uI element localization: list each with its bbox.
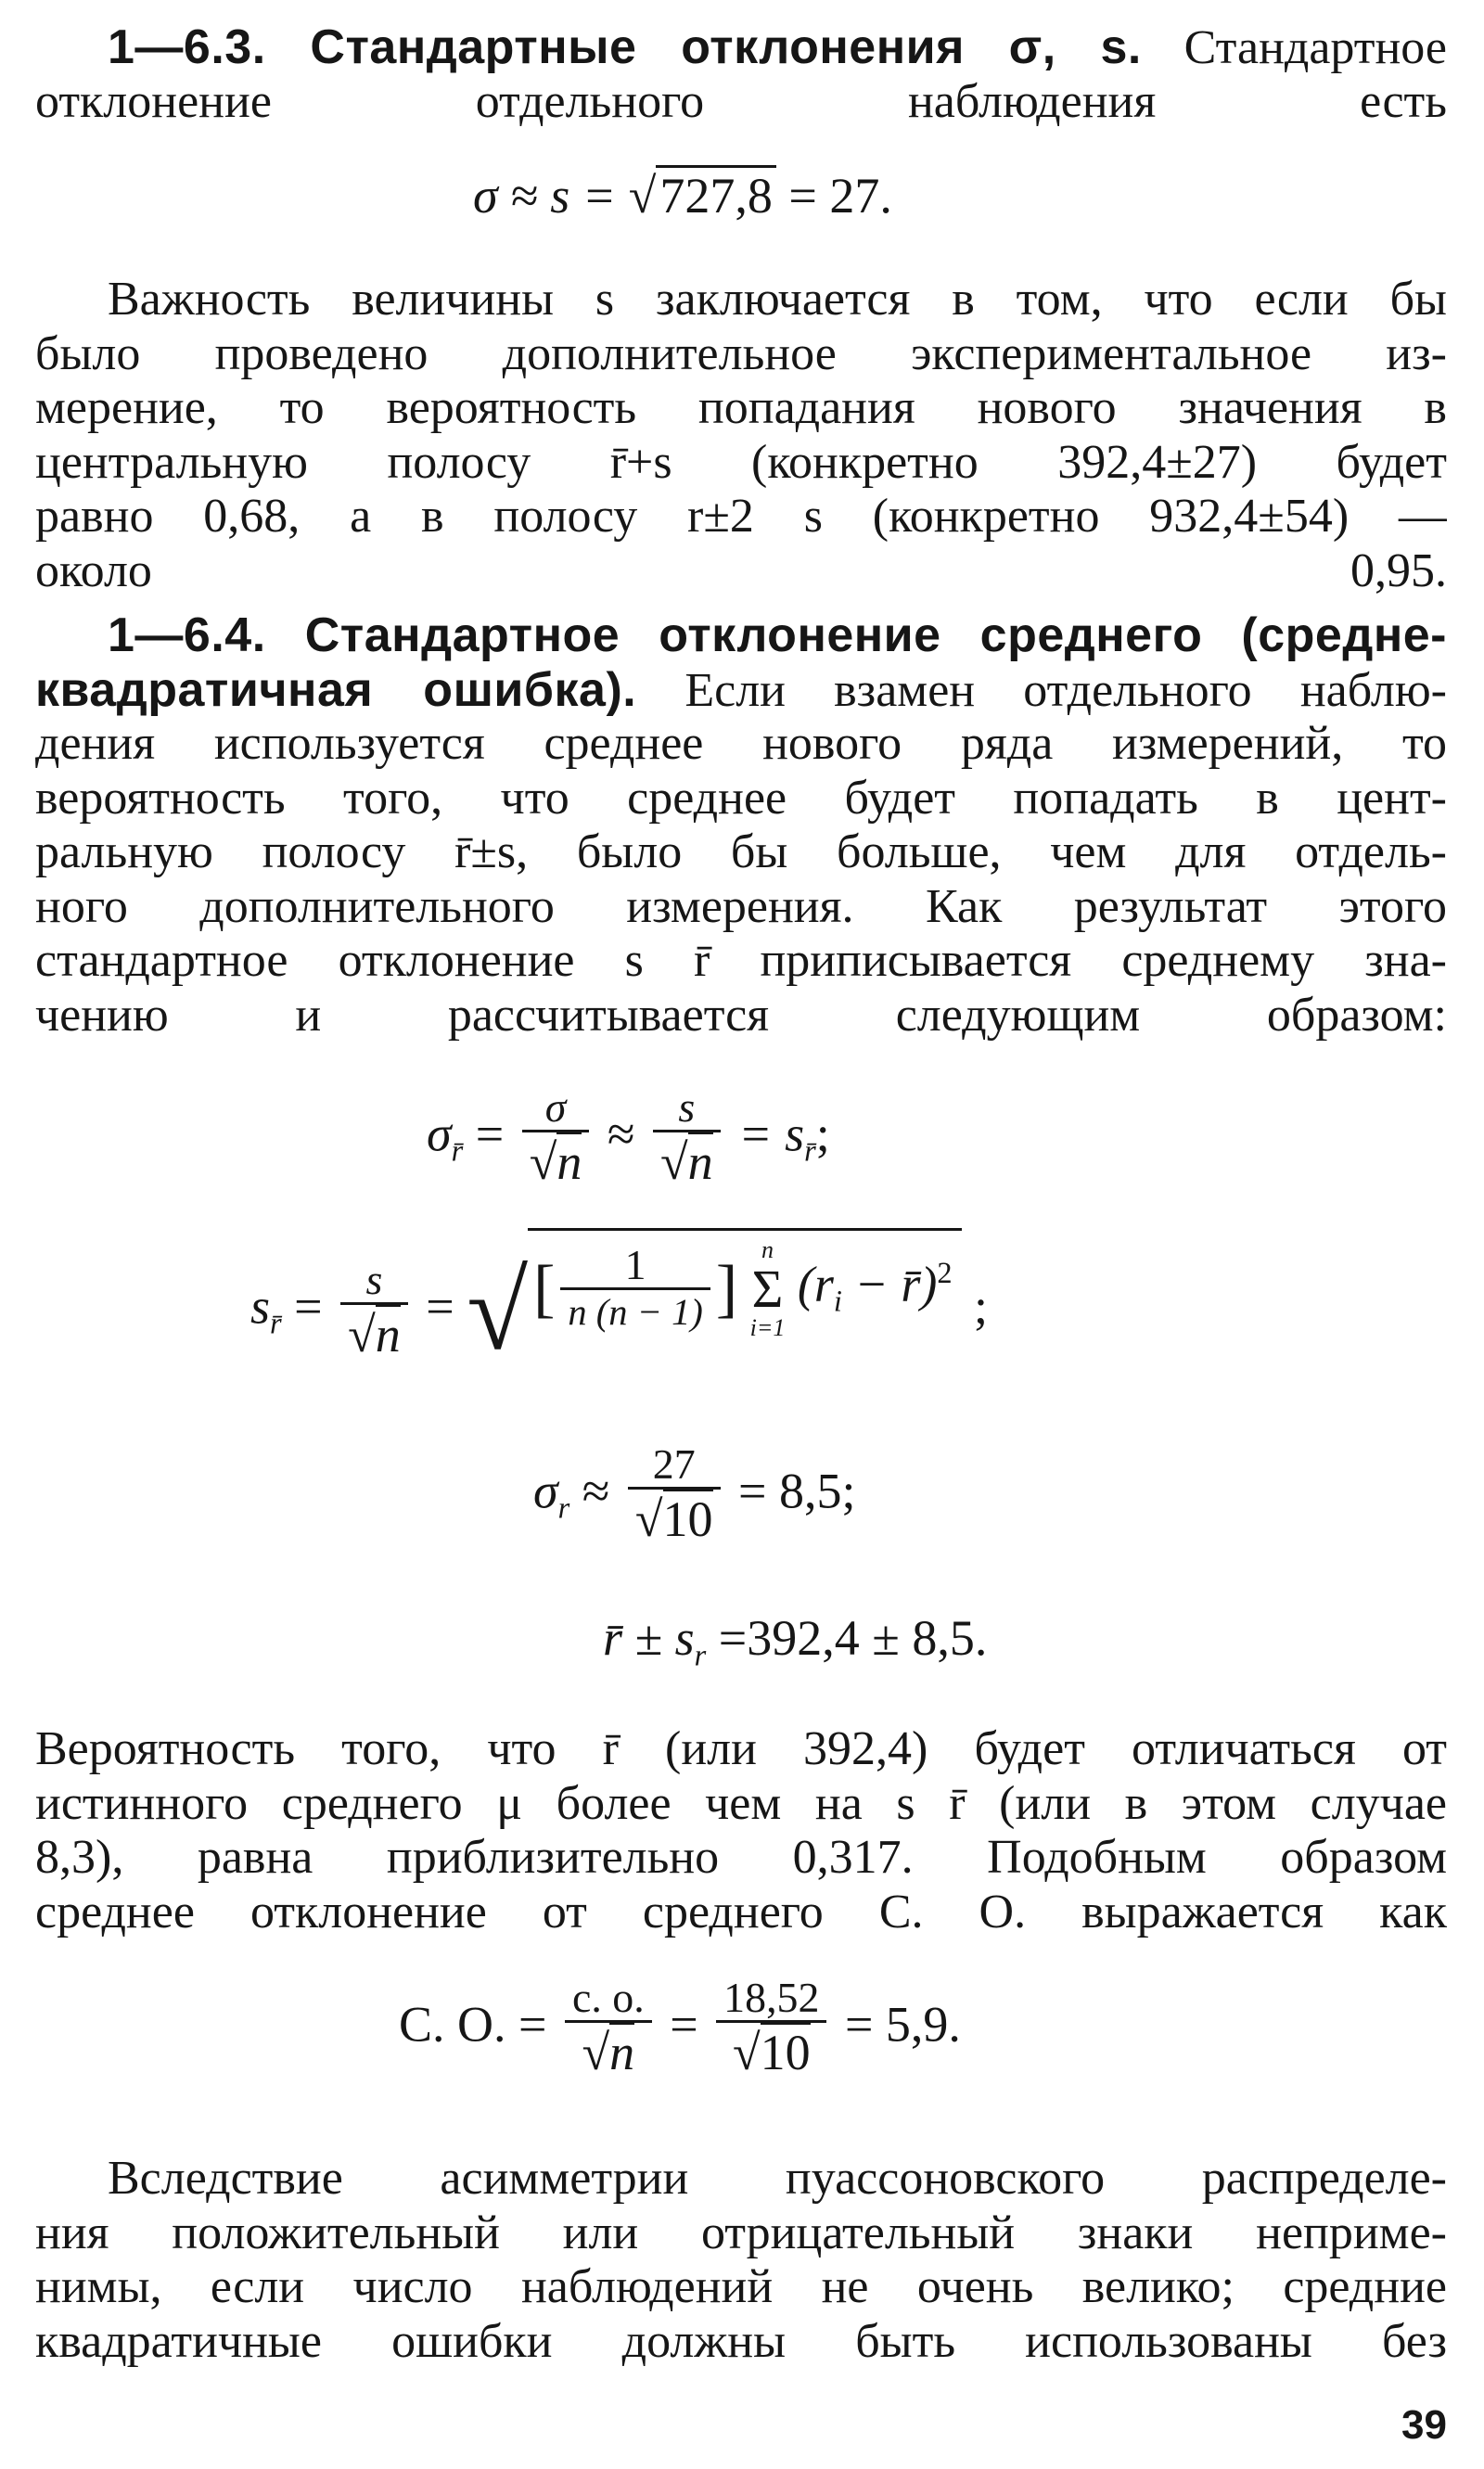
text-line: среднее отклонение от среднего С. О. выражается как [35, 1885, 1447, 1938]
formula-1-root: √727,8 [629, 167, 776, 224]
formula-sigma-value [533, 1442, 856, 1550]
formula-4-rhs: = 8,5; [738, 1463, 856, 1519]
section-6-4-heading-cont: квадратичная ошибка). [35, 662, 637, 717]
formula-6-den1: √n [565, 2023, 652, 2083]
section-6-3-line1-rest: Стандартное [1183, 21, 1447, 74]
formula-3-rbracket: ] [715, 1252, 738, 1324]
formula-3-eq: = [294, 1278, 323, 1335]
text-line: нимы, если число наблюдений не очень велико; средние [35, 2260, 1447, 2313]
formula-2-end: ; [815, 1106, 830, 1162]
formula-2-den2-root: n [688, 1132, 713, 1190]
formula-6-lhs: С. О. = [399, 1996, 547, 2053]
text-line: Вследствие асимметрии пуассоновского распределе- [108, 2152, 1447, 2205]
formula-2-num2: s [653, 1085, 721, 1132]
formula-mean-deviation [399, 1976, 961, 2083]
formula-6-den1-root: n [609, 2022, 634, 2080]
formula-2-den1-root: n [556, 1132, 582, 1190]
section-6-4-line2 [35, 663, 1447, 718]
formula-3-sum-top: n [761, 1235, 774, 1263]
section-6-3-line2: отклонение отдельного наблюдения есть [35, 74, 1447, 128]
formula-2-lhs: σ [427, 1106, 452, 1162]
formula-6-frac-2 [716, 1976, 826, 2083]
formula-5-lhs: r̄ ± s [603, 1610, 695, 1666]
formula-3-radicand [528, 1228, 961, 1340]
formula-2-rhs-sub: r̄ [804, 1134, 816, 1169]
formula-3-lbracket: [ [533, 1252, 556, 1324]
formula-6-den2: √10 [716, 2023, 826, 2083]
formula-1-lhs: σ ≈ s = [473, 168, 629, 224]
formula-3-lhs: s [250, 1278, 271, 1335]
paragraph-importance [35, 273, 1447, 598]
formula-6-num2: 18,52 [716, 1976, 826, 2023]
formula-3-den-root: n [376, 1304, 401, 1362]
formula-2-frac-1 [522, 1085, 590, 1193]
text-line: квадратичные ошибки должны быть использованы без [35, 2314, 1447, 2368]
formula-3-lhs-sub: r̄ [270, 1307, 282, 1341]
formula-6-den2-root: 10 [761, 2022, 811, 2080]
formula-s-r [250, 1235, 989, 1375]
text-line: чению и рассчитывается следующим образом: [35, 988, 1447, 1042]
section-6-4 [35, 608, 1447, 1043]
text-line: истинного среднего μ более чем на s r̄ (или в этом случае [35, 1776, 1447, 1830]
formula-6-rhs: = 5,9. [844, 1996, 961, 2053]
formula-2-approx: ≈ [607, 1106, 635, 1162]
text-line: ральную полосу r̄±s, было бы больше, чем для отдель- [35, 825, 1447, 878]
paragraph-asymmetry [35, 2152, 1447, 2369]
formula-3-frac [340, 1258, 408, 1365]
text-line: Важность величины s заключается в том, что если бы [108, 273, 1447, 326]
formula-sigma-r [427, 1085, 830, 1193]
formula-4-lhs: σ [533, 1463, 558, 1519]
formula-3-sum [749, 1235, 786, 1341]
formula-3-term: (r [797, 1255, 834, 1311]
formula-1-rhs: = 27. [775, 168, 892, 224]
section-6-3-heading: 1—6.3. Стандартные отклонения σ, s. [108, 20, 1142, 74]
section-6-3 [35, 20, 1447, 129]
formula-5-rhs: =392,4 ± 8,5. [706, 1610, 988, 1666]
formula-3-num: s [340, 1258, 408, 1305]
text-line: ния положительный или отрицательный знаки неприме- [35, 2206, 1447, 2259]
text-line: центральную полосу r̄+s (конкретно 392,4±27) будет [35, 435, 1447, 489]
formula-6-frac-1 [565, 1976, 652, 2083]
formula-6-num1: с. о. [565, 1976, 652, 2023]
formula-1-radicand: 727,8 [656, 165, 776, 224]
formula-2-rhs: = s [738, 1106, 805, 1162]
formula-4-den: √10 [628, 1490, 721, 1550]
text-line: Вероятность того, что r̄ (или 392,4) будет отличаться от [35, 1722, 1447, 1775]
formula-2-lhs-sub: r̄ [451, 1134, 464, 1169]
formula-2-eq: = [475, 1106, 505, 1162]
text-line: мерение, то вероятность попадания нового значения в [35, 381, 1447, 434]
section-6-4-heading: 1—6.4. Стандартное отклонение среднего (средне- [108, 608, 1447, 662]
formula-3-inner-frac [560, 1240, 710, 1336]
formula-3-root-sign: √ [467, 1249, 529, 1373]
formula-4-num: 27 [628, 1442, 721, 1490]
formula-3-sum-symbol: Σ [751, 1258, 784, 1319]
formula-3-inner-den: n (n − 1) [568, 1290, 703, 1333]
text-line: ного дополнительного измерения. Как результат этого [35, 879, 1447, 933]
text-line: около 0,95. [35, 544, 1447, 597]
formula-3-den: √n [340, 1305, 408, 1365]
formula-mean-band [603, 1609, 987, 1673]
text-line: равно 0,68, а в полосу r±2 s (конкретно 932,4±54) — [35, 490, 1447, 543]
section-6-4-line2-rest: Если взамен отдельного наблю- [684, 663, 1447, 717]
formula-3-term-rest: − r̄) [841, 1255, 938, 1311]
text-line: 8,3), равна приблизительно 0,317. Подобным образом [35, 1831, 1447, 1884]
formula-4-approx: ≈ [582, 1463, 610, 1519]
formula-2-frac-2 [653, 1085, 721, 1193]
text-line: было проведено дополнительное экспериментальное из- [35, 326, 1447, 380]
page-number: 39 [1401, 2402, 1447, 2448]
formula-2-den2: √n [653, 1132, 721, 1193]
formula-sigma-s [473, 167, 892, 224]
formula-5-lhs-sub: r [694, 1639, 707, 1673]
formula-6-eq: = [670, 1996, 698, 2053]
formula-4-frac [628, 1442, 721, 1550]
text-line: вероятность того, что среднее будет попадать в цент- [35, 771, 1447, 825]
formula-3-eq2: = [426, 1278, 454, 1335]
text-line: дения используется среднее нового ряда измерений, то [35, 717, 1447, 770]
formula-3-sum-bottom: i=1 [749, 1313, 786, 1341]
formula-3-big-root [467, 1235, 961, 1375]
formula-4-lhs-sub: r [557, 1491, 570, 1526]
text-line: стандартное отклонение s r̄ приписывается среднему зна- [35, 934, 1447, 987]
formula-3-term-sup: 2 [937, 1256, 953, 1290]
formula-3-end: ; [974, 1278, 989, 1335]
formula-2-den1: √n [522, 1132, 590, 1193]
formula-3-term-sub: i [833, 1285, 842, 1319]
section-6-3-first-line [35, 20, 1447, 75]
formula-4-den-root: 10 [663, 1489, 713, 1547]
paragraph-probability [35, 1722, 1447, 1939]
formula-2-num1: σ [522, 1085, 590, 1132]
formula-3-inner-num: 1 [560, 1243, 710, 1290]
